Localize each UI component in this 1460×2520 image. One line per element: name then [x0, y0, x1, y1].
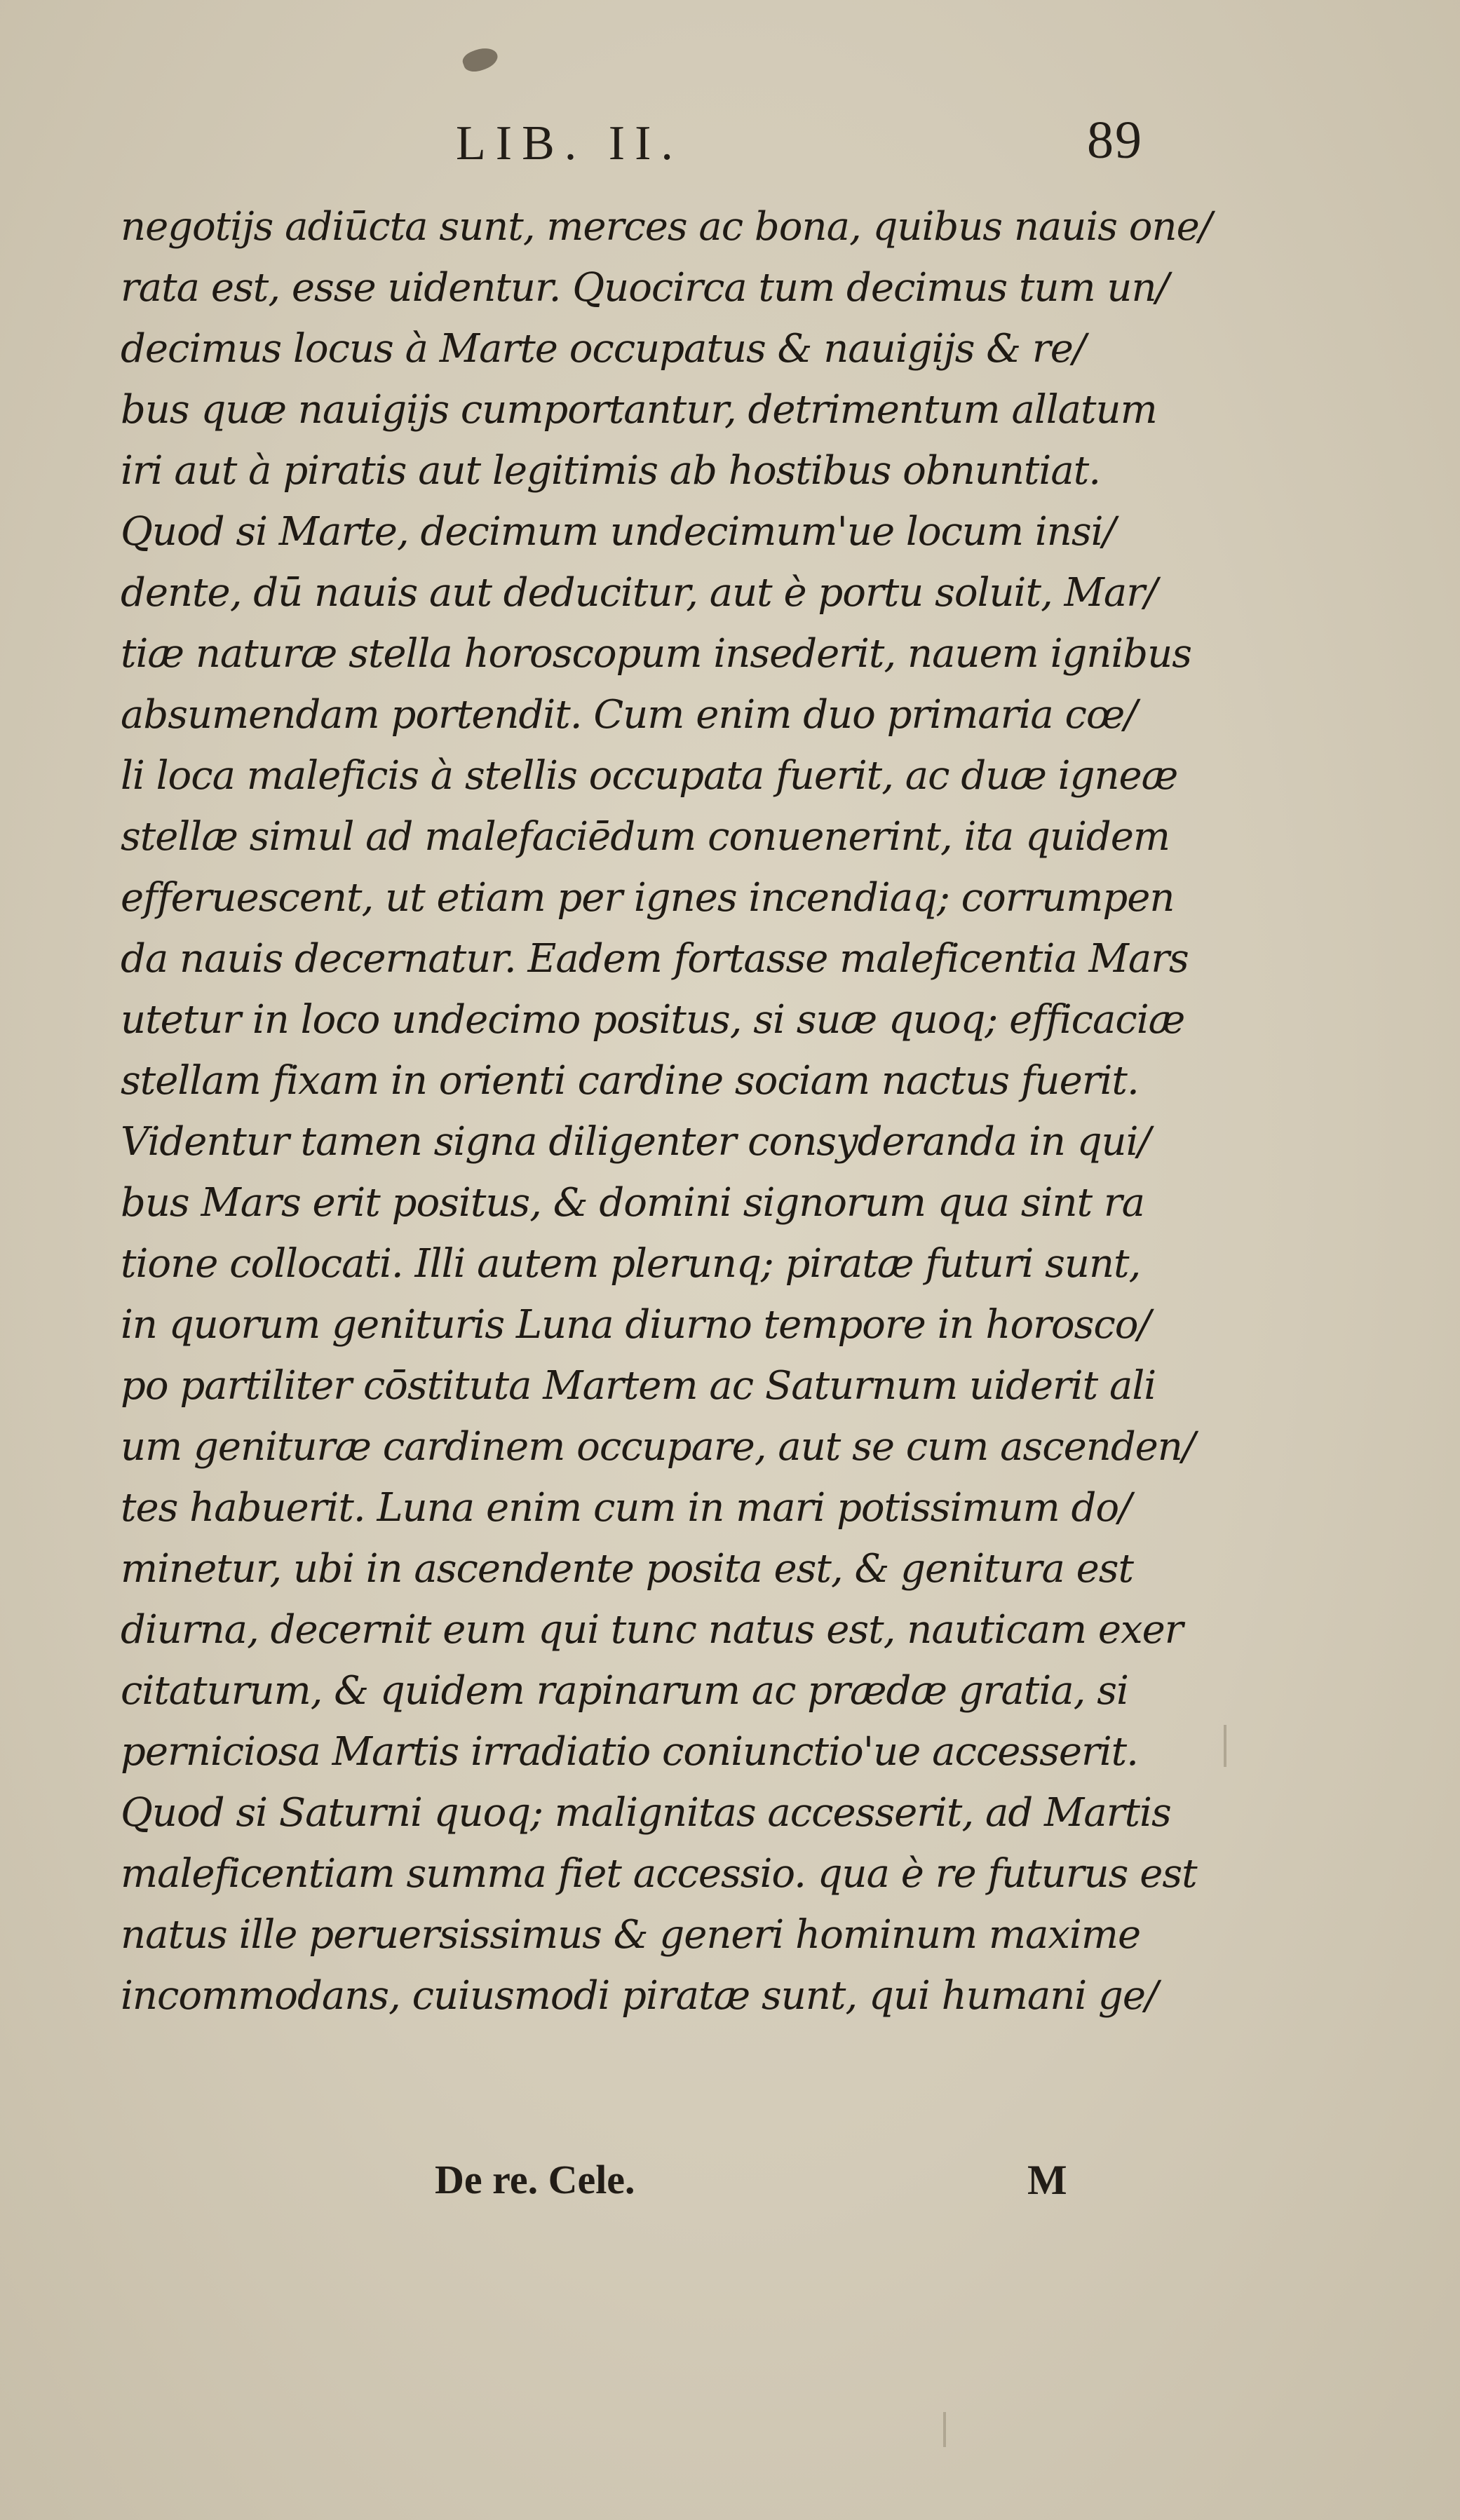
text-line: da nauis decernatur. Eadem fortasse maleficentia Mars [121, 936, 1189, 982]
text-line: li loca maleficis à stellis occupata fuerit, ac duæ igneæ [121, 753, 1178, 799]
text-line: utetur in loco undecimo positus, si suæ quoq; efficaciæ [121, 997, 1185, 1043]
text-line: Videntur tamen signa diligenter consyderanda in qui/ [121, 1119, 1151, 1165]
text-line: perniciosa Martis irradiatio coniunctio'ue accesserit. [121, 1729, 1138, 1775]
text-line: tiæ naturæ stella horoscopum insederit, nauem ignibus [121, 631, 1191, 677]
text-line: minetur, ubi in ascendente posita est, & genitura est [121, 1546, 1134, 1592]
text-line: iri aut à piratis aut legitimis ab hostibus obnuntiat. [121, 448, 1101, 494]
text-line: stellæ simul ad malefaciēdum conuenerint, ita quidem [121, 814, 1170, 860]
text-line: incommodans, cuiusmodi piratæ sunt, qui humani ge/ [121, 1973, 1158, 2019]
running-head [119, 111, 1150, 186]
text-line: bus Mars erit positus, & domini signorum qua sint ra [121, 1180, 1145, 1226]
text-line: decimus locus à Marte occupatus & nauigijs & re/ [121, 326, 1086, 372]
page-footer [119, 2156, 1241, 2226]
text-line: Quod si Marte, decimum undecimum'ue locum insi/ [121, 509, 1116, 555]
text-line: citaturum, & quidem rapinarum ac prædæ gratia, si [121, 1668, 1128, 1714]
book-label: LIB. II. [456, 116, 683, 170]
text-line: natus ille peruersissimus & generi hominum maxime [121, 1912, 1141, 1958]
text-line: maleficentiam summa fiet accessio. qua è re futurus est [121, 1851, 1197, 1897]
text-line: stellam fixam in orienti cardine sociam nactus fuerit. [121, 1058, 1139, 1104]
text-line: negotijs adiūcta sunt, merces ac bona, quibus nauis one/ [121, 204, 1212, 250]
text-line: bus quæ nauigijs cumportantur, detrimentum allatum [121, 387, 1157, 433]
page-number: 89 [1087, 111, 1143, 170]
quire-mark: M [1027, 2157, 1067, 2203]
text-line: um genituræ cardinem occupare, aut se cum ascenden/ [121, 1424, 1195, 1470]
body-text [121, 196, 1229, 2026]
text-line: dente, dū nauis aut deducitur, aut è portu soluit, Mar/ [121, 570, 1157, 616]
text-line: tione collocati. Illi autem plerunq; piratæ futuri sunt, [121, 1241, 1141, 1287]
page-edge-mark [943, 2412, 946, 2447]
text-line: tes habuerit. Luna enim cum in mari potissimum do/ [121, 1485, 1131, 1531]
text-line: po partiliter cōstituta Martem ac Saturnum uiderit ali [121, 1363, 1156, 1409]
text-line: in quorum genituris Luna diurno tempore in horosco/ [121, 1302, 1151, 1348]
text-line: rata est, esse uidentur. Quocirca tum decimus tum un/ [121, 265, 1169, 311]
text-line: Quod si Saturni quoq; malignitas accesserit, ad Martis [121, 1790, 1171, 1836]
text-line: diurna, decernit eum qui tunc natus est, nauticam exer [121, 1607, 1183, 1653]
ink-stain [460, 43, 500, 75]
text-line: absumendam portendit. Cum enim duo primaria cœ/ [121, 692, 1137, 738]
text-line: efferuescent, ut etiam per ignes incendiaq; corrumpen [121, 875, 1175, 921]
signature-line: De re. Cele. [435, 2157, 635, 2202]
